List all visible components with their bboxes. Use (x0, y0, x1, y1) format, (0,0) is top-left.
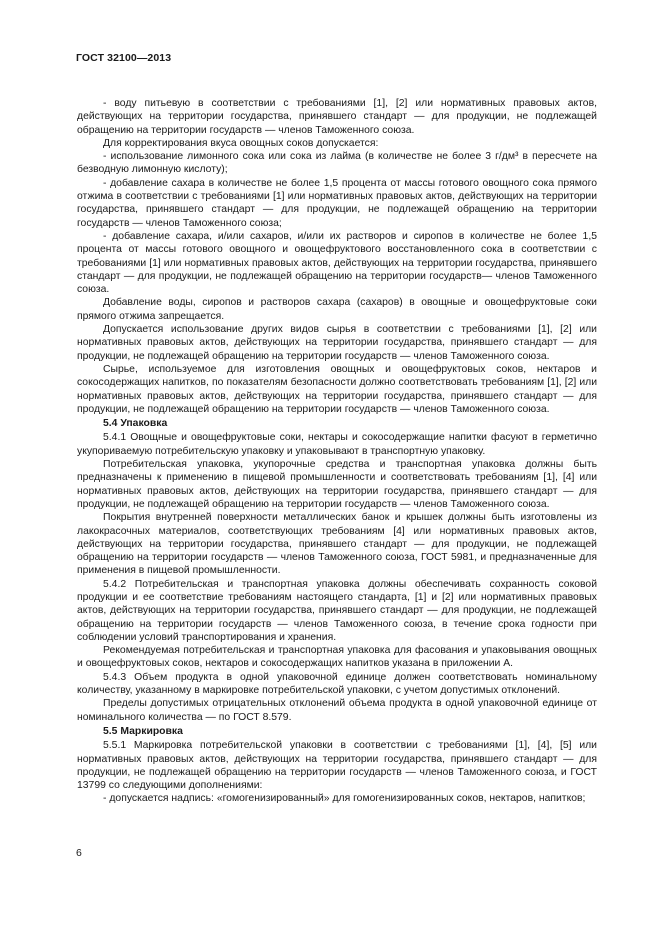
section-heading-packaging: 5.4 Упаковка (103, 418, 168, 430)
paragraph: Добавление воды, сиропов и растворов сахара (сахаров) в овощные и овощефруктовые соки прямого отжима запрещается. (77, 297, 597, 322)
paragraph: 5.4.3 Объем продукта в одной упаковочной единице должен соответствовать номинальному количеству, указанному в маркировке потребительской упаковки, с учетом допустимых отклонений. (77, 671, 597, 697)
paragraph: Покрытия внутренней поверхности металлических банок и крышек должны быть изготовлены из лакокрасочных материалов, соответствующих требованиям [4] или нормативных правовых актов, действующих на территории государства, принявшего стандарт — для продукции, не подлежащей обращению на территории государств — членов Таможенного союза, ГОСТ 5981, и предназначенные для применения в пищевой промышленности. (77, 512, 597, 577)
document-body (77, 97, 597, 806)
paragraph: Сырье, используемое для изготовления овощных и овощефруктовых соков, нектаров и сокосодержащих напитков, по показателям безопасности должно соответствовать требованиям [1], [2] или нормативных правовых актов, действующих на территории государства, принявшего стандарт — для продукции, не подлежащей обращению на территории государств — членов Таможенного союза. (77, 363, 597, 415)
paragraph: - воду питьевую в соответствии с требованиями [1], [2] или нормативных правовых актов, действующих на территории государства, принявшего стандарт — для продукции, не подлежащей обращению на территории государств — членов Таможенного союза. (77, 98, 597, 136)
page-number: 6 (76, 847, 82, 859)
section-heading-marking: 5.5 Маркировка (103, 725, 183, 737)
paragraph: 5.5.1 Маркировка потребительской упаковки в соответствии с требованиями [1], [4], [5] или нормативных правовых актов, действующих на территории государства, принявшего стандарт — для продукции, не подлежащей обращению на территории государств — членов Таможенного союза, и ГОСТ 13799 со следующими дополнениями: (77, 740, 597, 792)
paragraph: - использование лимонного сока или сока из лайма (в количестве не более 3 г/дм³ в пересчете на безводную лимонную кислоту); (77, 151, 597, 176)
paragraph: - добавление сахара в количестве не более 1,5 процента от массы готового овощного сока прямого отжима в соответствии с требованиями [1] или нормативных правовых актов, действующих на территории государства, принявшего стандарт — для продукции, не подлежащей обращению на территории государств — членов Таможенного союза; (77, 177, 597, 229)
paragraph: 5.4.2 Потребительская и транспортная упаковка должны обеспечивать сохранность соковой продукции и ее соответствие требованиям настоящего стандарта, [1] и [2] или нормативных правовых актов, действующих на территории государства, принявшего стандарт — для продукции, не подлежащей обращению на территории государств — членов Таможенного союза, в течение срока годности при соблюдении условий транспортирования и хранения. (77, 578, 597, 643)
paragraph: Потребительская упаковка, укупорочные средства и транспортная упаковка должны быть предназначены к применению в пищевой промышленности и соответствовать требованиям [1], [4] или нормативных правовых актов, действующих на территории государства, принявшего стандарт — для продукции, не подлежащей обращению на территории государств — членов Таможенного союза. (77, 459, 597, 510)
paragraph: Допускается использование других видов сырья в соответствии с требованиями [1], [2] или нормативных правовых актов, действующих на территории государства, принявшего стандарт — для продукции, не подлежащей обращению на территории государств — членов Таможенного союза. (77, 324, 597, 362)
paragraph: Пределы допустимых отрицательных отклонений объема продукта в одной упаковочной единице от номинального количества — по ГОСТ 8.579. (77, 698, 597, 723)
paragraph: Рекомендуемая потребительская и транспортная упаковка для фасования и упаковывания овощных и овощефруктовых соков, нектаров и сокосодержащих напитков указана в приложении А. (77, 645, 597, 670)
paragraph: - допускается надпись: «гомогенизированный» для гомогенизированных соков, нектаров, напитков; (103, 793, 586, 805)
paragraph: - добавление сахара, и/или сахаров, и/или их растворов и сиропов в количестве не более 1,5 процента от массы готового овощного и овощефруктового восстановленного сока в соответствии с требованиями [1] или нормативных правовых актов, действующих на территории государства, принявшего стандарт — для продукции, не подлежащей обращению на территории государств— членов Таможенного союза. (77, 230, 597, 296)
page-header: ГОСТ 32100—2013 (76, 52, 172, 64)
paragraph: Для корректирования вкуса овощных соков допускается: (103, 137, 379, 149)
paragraph: 5.4.1 Овощные и овощефруктовые соки, нектары и сокосодержащие напитки фасуют в герметично укупориваемую потребительскую упаковку и упаковывают в транспортную упаковку. (77, 432, 597, 457)
